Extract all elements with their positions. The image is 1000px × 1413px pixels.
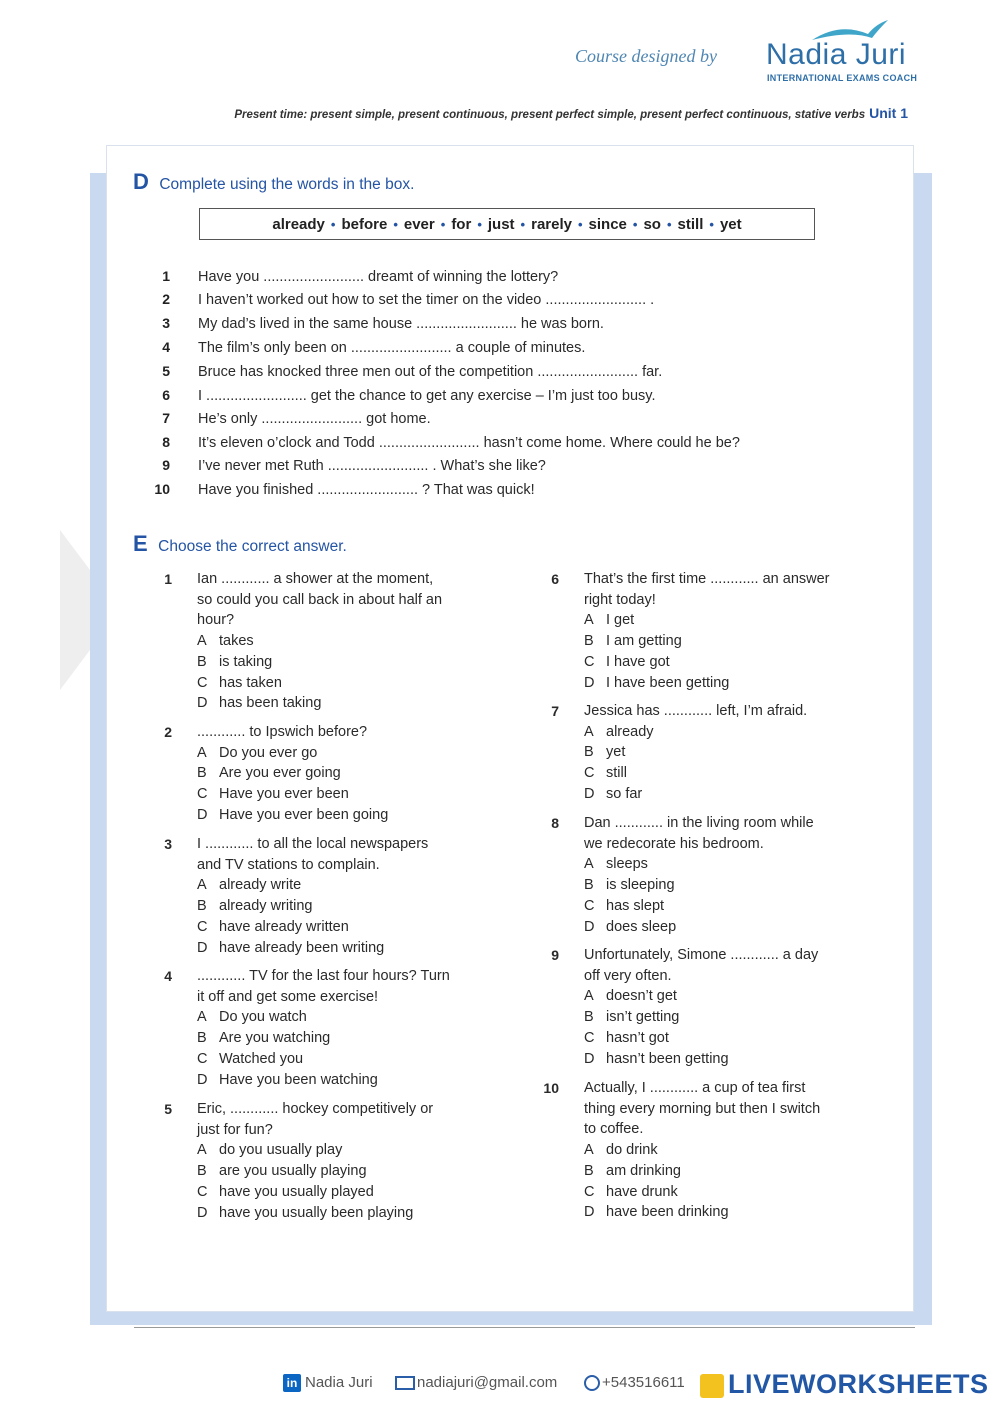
option-text: do you usually play bbox=[219, 1142, 343, 1159]
word-separator-icon: • bbox=[477, 216, 482, 232]
answer-option[interactable] bbox=[197, 1161, 433, 1182]
brand-name: Nadia Juri bbox=[766, 38, 907, 71]
option-letter: A bbox=[584, 723, 594, 740]
option-letter: A bbox=[197, 1009, 207, 1026]
item-text[interactable]: It’s eleven o’clock and Todd ......................... hasn’t come home. Where could he be? bbox=[198, 435, 740, 451]
option-letter: B bbox=[197, 765, 207, 782]
question-number: 4 bbox=[164, 968, 172, 984]
option-text: doesn’t get bbox=[606, 988, 677, 1005]
answer-option[interactable] bbox=[584, 1202, 820, 1223]
option-letter: C bbox=[197, 1183, 208, 1200]
option-letter: A bbox=[584, 856, 594, 873]
gap-fill-item bbox=[146, 481, 535, 498]
question-text-line: and TV stations to complain. bbox=[197, 856, 380, 873]
option-text: are you usually playing bbox=[219, 1163, 367, 1180]
option-letter: C bbox=[584, 1029, 595, 1046]
answer-option[interactable] bbox=[584, 652, 830, 673]
question-text-line: thing every morning but then I switch bbox=[584, 1100, 821, 1117]
answer-option[interactable] bbox=[584, 610, 830, 631]
question-text-line: so could you call back in about half an bbox=[197, 591, 443, 608]
question-text-line: Unfortunately, Simone ............ a day bbox=[584, 947, 819, 963]
option-letter: A bbox=[584, 1142, 594, 1159]
answer-option[interactable] bbox=[197, 693, 442, 714]
question-number: 3 bbox=[164, 836, 172, 852]
option-letter: C bbox=[584, 653, 595, 670]
option-text: Are you watching bbox=[219, 1030, 331, 1047]
answer-option[interactable] bbox=[197, 917, 428, 938]
option-text: has taken bbox=[219, 674, 282, 691]
option-letter: C bbox=[584, 1183, 595, 1200]
question-number: 5 bbox=[164, 1101, 172, 1117]
item-text[interactable]: He’s only ......................... got home. bbox=[198, 411, 431, 427]
option-letter: D bbox=[197, 695, 208, 712]
answer-option[interactable] bbox=[584, 722, 807, 743]
answer-option[interactable] bbox=[584, 631, 830, 652]
answer-option[interactable] bbox=[197, 938, 428, 959]
option-letter: D bbox=[584, 785, 595, 802]
page-topic bbox=[234, 105, 908, 121]
question-body bbox=[584, 569, 830, 693]
word-box-word: yet bbox=[719, 215, 742, 233]
item-number: 9 bbox=[162, 457, 170, 473]
option-text: is taking bbox=[219, 653, 273, 670]
answer-option[interactable] bbox=[197, 896, 428, 917]
question-text-line: right today! bbox=[584, 591, 656, 608]
question-body bbox=[197, 569, 442, 714]
word-separator-icon: • bbox=[393, 216, 398, 232]
footer-email[interactable] bbox=[395, 1374, 557, 1391]
question-text-line: Actually, I ............ a cup of tea first bbox=[584, 1080, 806, 1096]
answer-option[interactable] bbox=[197, 1203, 433, 1224]
word-separator-icon: • bbox=[666, 216, 672, 232]
option-letter: D bbox=[197, 1204, 208, 1221]
option-text: have been drinking bbox=[606, 1204, 729, 1221]
answer-option[interactable] bbox=[197, 1182, 433, 1203]
option-text: have you usually played bbox=[219, 1183, 374, 1200]
word-box-word: still bbox=[677, 215, 704, 233]
option-letter: A bbox=[197, 744, 207, 761]
gap-fill-item bbox=[146, 268, 558, 285]
mail-icon bbox=[395, 1376, 415, 1390]
unit-label: Unit 1 bbox=[869, 105, 908, 121]
answer-option[interactable] bbox=[584, 1007, 818, 1028]
option-text: has slept bbox=[606, 897, 665, 914]
linkedin-name: Nadia Juri bbox=[305, 1374, 373, 1391]
option-letter: D bbox=[584, 918, 595, 935]
question-text-line: Eric, ............ hockey competitively or bbox=[197, 1101, 434, 1117]
option-letter: A bbox=[197, 1142, 207, 1159]
option-letter: B bbox=[197, 653, 207, 670]
option-letter: C bbox=[197, 674, 208, 691]
question-body bbox=[584, 945, 818, 1069]
question-text-line: to coffee. bbox=[584, 1121, 644, 1138]
option-letter: C bbox=[584, 765, 595, 782]
option-text: am drinking bbox=[606, 1162, 681, 1179]
question-text-line: it off and get some exercise! bbox=[197, 988, 379, 1005]
liveworksheets-badge-icon bbox=[700, 1374, 724, 1398]
answer-option[interactable] bbox=[197, 1140, 433, 1161]
gap-fill-item bbox=[146, 315, 604, 332]
gap-fill-item bbox=[146, 387, 656, 404]
question-text-line: That’s the first time ............ an answer bbox=[584, 571, 830, 587]
option-text: have you usually been playing bbox=[219, 1204, 414, 1221]
option-letter: C bbox=[197, 918, 208, 935]
word-box-word: before bbox=[341, 215, 388, 233]
answer-option[interactable] bbox=[584, 986, 818, 1007]
answer-option[interactable] bbox=[584, 875, 814, 896]
answer-option[interactable] bbox=[584, 896, 814, 917]
question-number: 9 bbox=[551, 947, 559, 963]
answer-option[interactable] bbox=[197, 1049, 450, 1070]
question-text-line: ............ to Ipswich before? bbox=[197, 724, 368, 740]
question-text-line: Jessica has ............ left, I’m afraid. bbox=[584, 703, 808, 719]
answer-option[interactable] bbox=[584, 742, 807, 763]
option-letter: D bbox=[197, 1071, 208, 1088]
item-text[interactable]: I ......................... get the chance to get any exercise – I’m just too busy. bbox=[198, 388, 656, 404]
option-letter: B bbox=[197, 1030, 207, 1047]
word-box-word: so bbox=[643, 215, 661, 233]
answer-option[interactable] bbox=[197, 805, 388, 826]
option-letter: D bbox=[584, 1050, 595, 1067]
gap-fill-item bbox=[146, 434, 740, 451]
option-letter: C bbox=[197, 1050, 208, 1067]
section-d-title: Complete using the words in the box. bbox=[159, 176, 415, 193]
option-letter: B bbox=[584, 1162, 594, 1179]
question-number: 1 bbox=[164, 571, 172, 587]
option-text: I have been getting bbox=[606, 674, 730, 691]
answer-option[interactable] bbox=[197, 1007, 450, 1028]
liveworksheets-text: LIVEWORKSHEETS bbox=[728, 1369, 989, 1399]
phone-text: +543516611 bbox=[602, 1374, 685, 1391]
question-number: 7 bbox=[551, 703, 559, 719]
gap-fill-item bbox=[146, 457, 546, 474]
option-letter: D bbox=[584, 1204, 595, 1221]
option-letter: A bbox=[584, 988, 594, 1005]
question-text-line: Ian ............ a shower at the moment, bbox=[197, 571, 434, 587]
question-text-line: I ............ to all the local newspapers bbox=[197, 836, 429, 852]
gap-fill-item bbox=[146, 363, 662, 380]
word-separator-icon: • bbox=[440, 216, 446, 232]
answer-option[interactable] bbox=[584, 917, 814, 938]
answer-option[interactable] bbox=[584, 1140, 820, 1161]
option-letter: A bbox=[197, 633, 207, 650]
option-text: is sleeping bbox=[606, 877, 675, 894]
option-letter: B bbox=[584, 877, 594, 894]
option-letter: B bbox=[584, 633, 594, 650]
course-designed-by: Course designed by bbox=[575, 46, 717, 66]
option-text: I have got bbox=[606, 653, 670, 670]
item-text[interactable]: The film’s only been on ......................... a couple of minutes. bbox=[198, 340, 586, 356]
answer-option[interactable] bbox=[584, 854, 814, 875]
item-number: 4 bbox=[162, 339, 170, 355]
answer-option[interactable] bbox=[197, 631, 442, 652]
question-number: 10 bbox=[543, 1080, 559, 1096]
option-text: Are you ever going bbox=[219, 765, 341, 782]
option-text: Have you ever been bbox=[219, 786, 349, 803]
question-text-line: off very often. bbox=[584, 967, 672, 984]
answer-option[interactable] bbox=[584, 1161, 820, 1182]
linkedin-icon: in bbox=[283, 1374, 301, 1392]
item-text[interactable]: My dad’s lived in the same house ......................... he was born. bbox=[198, 316, 604, 332]
question-body bbox=[584, 701, 807, 805]
word-box-word: ever bbox=[403, 215, 435, 233]
option-text: hasn’t got bbox=[606, 1029, 669, 1046]
option-letter: A bbox=[584, 612, 594, 629]
option-text: hasn’t been getting bbox=[606, 1050, 729, 1067]
option-letter: C bbox=[584, 897, 595, 914]
option-letter: B bbox=[584, 1009, 594, 1026]
footer-phone[interactable] bbox=[584, 1374, 685, 1391]
word-box-word: just bbox=[487, 215, 515, 233]
brand-subtitle: INTERNATIONAL EXAMS COACH bbox=[767, 73, 918, 83]
word-separator-icon: • bbox=[520, 216, 526, 232]
answer-option[interactable] bbox=[584, 673, 830, 694]
section-e-title: Choose the correct answer. bbox=[158, 538, 347, 555]
answer-option[interactable] bbox=[197, 652, 442, 673]
option-letter: B bbox=[584, 744, 594, 761]
item-number: 8 bbox=[162, 434, 170, 450]
question-number: 6 bbox=[551, 571, 559, 587]
option-letter: D bbox=[197, 939, 208, 956]
option-text: Have you been watching bbox=[219, 1071, 378, 1088]
answer-option[interactable] bbox=[584, 1028, 818, 1049]
item-number: 7 bbox=[162, 410, 170, 426]
option-text: I am getting bbox=[606, 633, 682, 650]
question-text-line: just for fun? bbox=[197, 1121, 273, 1138]
option-text: already writing bbox=[219, 898, 313, 915]
question-number: 8 bbox=[551, 815, 559, 831]
option-text: still bbox=[606, 765, 627, 782]
answer-option[interactable] bbox=[197, 763, 388, 784]
word-box-word: since bbox=[588, 215, 627, 233]
answer-option[interactable] bbox=[197, 784, 388, 805]
question-text-line: hour? bbox=[197, 612, 235, 629]
section-e-letter: E bbox=[133, 531, 148, 556]
option-text: do drink bbox=[606, 1142, 658, 1159]
option-text: Do you ever go bbox=[219, 744, 318, 761]
gap-fill-item bbox=[146, 291, 654, 308]
option-letter: D bbox=[197, 806, 208, 823]
answer-option[interactable] bbox=[584, 1182, 820, 1203]
word-separator-icon: • bbox=[632, 216, 638, 232]
whatsapp-icon bbox=[584, 1375, 600, 1391]
item-number: 2 bbox=[162, 291, 170, 307]
answer-option[interactable] bbox=[197, 743, 388, 764]
option-text: already write bbox=[219, 877, 302, 894]
item-number: 6 bbox=[162, 387, 170, 403]
option-text: takes bbox=[219, 633, 254, 650]
question-body bbox=[197, 1099, 433, 1223]
question-body bbox=[197, 722, 388, 826]
question-body bbox=[197, 834, 428, 958]
item-text[interactable]: I’ve never met Ruth ......................... . What’s she like? bbox=[198, 458, 546, 474]
topic-text: Present time: present simple, present continuous, present perfect simple, present perfect continuous, stative verbs bbox=[234, 109, 866, 121]
option-text: Do you watch bbox=[219, 1009, 307, 1026]
option-text: I get bbox=[606, 612, 635, 629]
word-box-word: already bbox=[272, 215, 325, 233]
option-text: has been taking bbox=[219, 695, 322, 712]
option-text: does sleep bbox=[606, 918, 677, 935]
answer-option[interactable] bbox=[197, 875, 428, 896]
question-text-line: ............ TV for the last four hours? Turn bbox=[197, 968, 450, 984]
word-box-word: for bbox=[451, 215, 472, 233]
option-letter: B bbox=[197, 1163, 207, 1180]
option-letter: D bbox=[584, 674, 595, 691]
option-text: have already written bbox=[219, 918, 349, 935]
question-number: 2 bbox=[164, 724, 172, 740]
email-text: nadiajuri@gmail.com bbox=[417, 1374, 558, 1391]
option-text: already bbox=[606, 723, 654, 740]
option-letter: C bbox=[197, 786, 208, 803]
option-letter: A bbox=[197, 877, 207, 894]
option-text: isn’t getting bbox=[606, 1009, 680, 1026]
liveworksheets-logo[interactable] bbox=[700, 1369, 989, 1400]
section-e-heading bbox=[133, 531, 347, 557]
answer-option[interactable] bbox=[197, 1070, 450, 1091]
option-text: so far bbox=[606, 785, 643, 802]
question-body bbox=[197, 966, 450, 1090]
item-text[interactable]: Have you ......................... dreamt of winning the lottery? bbox=[198, 269, 559, 285]
item-text[interactable]: I haven’t worked out how to set the timer on the video ......................... . bbox=[198, 292, 655, 308]
answer-option[interactable] bbox=[584, 784, 807, 805]
word-box-word: rarely bbox=[531, 215, 572, 233]
gap-fill-item bbox=[146, 339, 585, 356]
item-number: 5 bbox=[162, 363, 170, 379]
option-text: yet bbox=[606, 744, 626, 761]
answer-option[interactable] bbox=[584, 1049, 818, 1070]
question-body bbox=[584, 813, 814, 937]
gap-fill-item bbox=[146, 410, 431, 427]
option-letter: B bbox=[197, 898, 207, 915]
section-d-letter: D bbox=[133, 169, 149, 194]
answer-option[interactable] bbox=[584, 763, 807, 784]
word-separator-icon: • bbox=[330, 216, 336, 232]
item-number: 1 bbox=[162, 268, 170, 284]
option-text: Have you ever been going bbox=[219, 806, 389, 823]
question-body bbox=[584, 1078, 820, 1223]
answer-option[interactable] bbox=[197, 673, 442, 694]
item-text[interactable]: Bruce has knocked three men out of the competition ......................... far. bbox=[198, 364, 663, 380]
option-text: Watched you bbox=[219, 1050, 304, 1067]
word-box bbox=[199, 208, 815, 240]
option-text: sleeps bbox=[606, 856, 648, 873]
option-text: have drunk bbox=[606, 1183, 678, 1200]
item-text[interactable]: Have you finished ......................... ? That was quick! bbox=[198, 482, 535, 498]
word-separator-icon: • bbox=[577, 216, 583, 232]
question-text-line: we redecorate his bedroom. bbox=[584, 835, 764, 852]
question-text-line: Dan ............ in the living room while bbox=[584, 815, 814, 831]
item-number: 10 bbox=[154, 481, 170, 497]
item-number: 3 bbox=[162, 315, 170, 331]
section-d-heading bbox=[133, 169, 414, 195]
footer-linkedin[interactable] bbox=[283, 1374, 373, 1392]
word-separator-icon: • bbox=[709, 216, 714, 232]
footer-divider bbox=[134, 1327, 915, 1328]
option-text: have already been writing bbox=[219, 939, 385, 956]
answer-option[interactable] bbox=[197, 1028, 450, 1049]
